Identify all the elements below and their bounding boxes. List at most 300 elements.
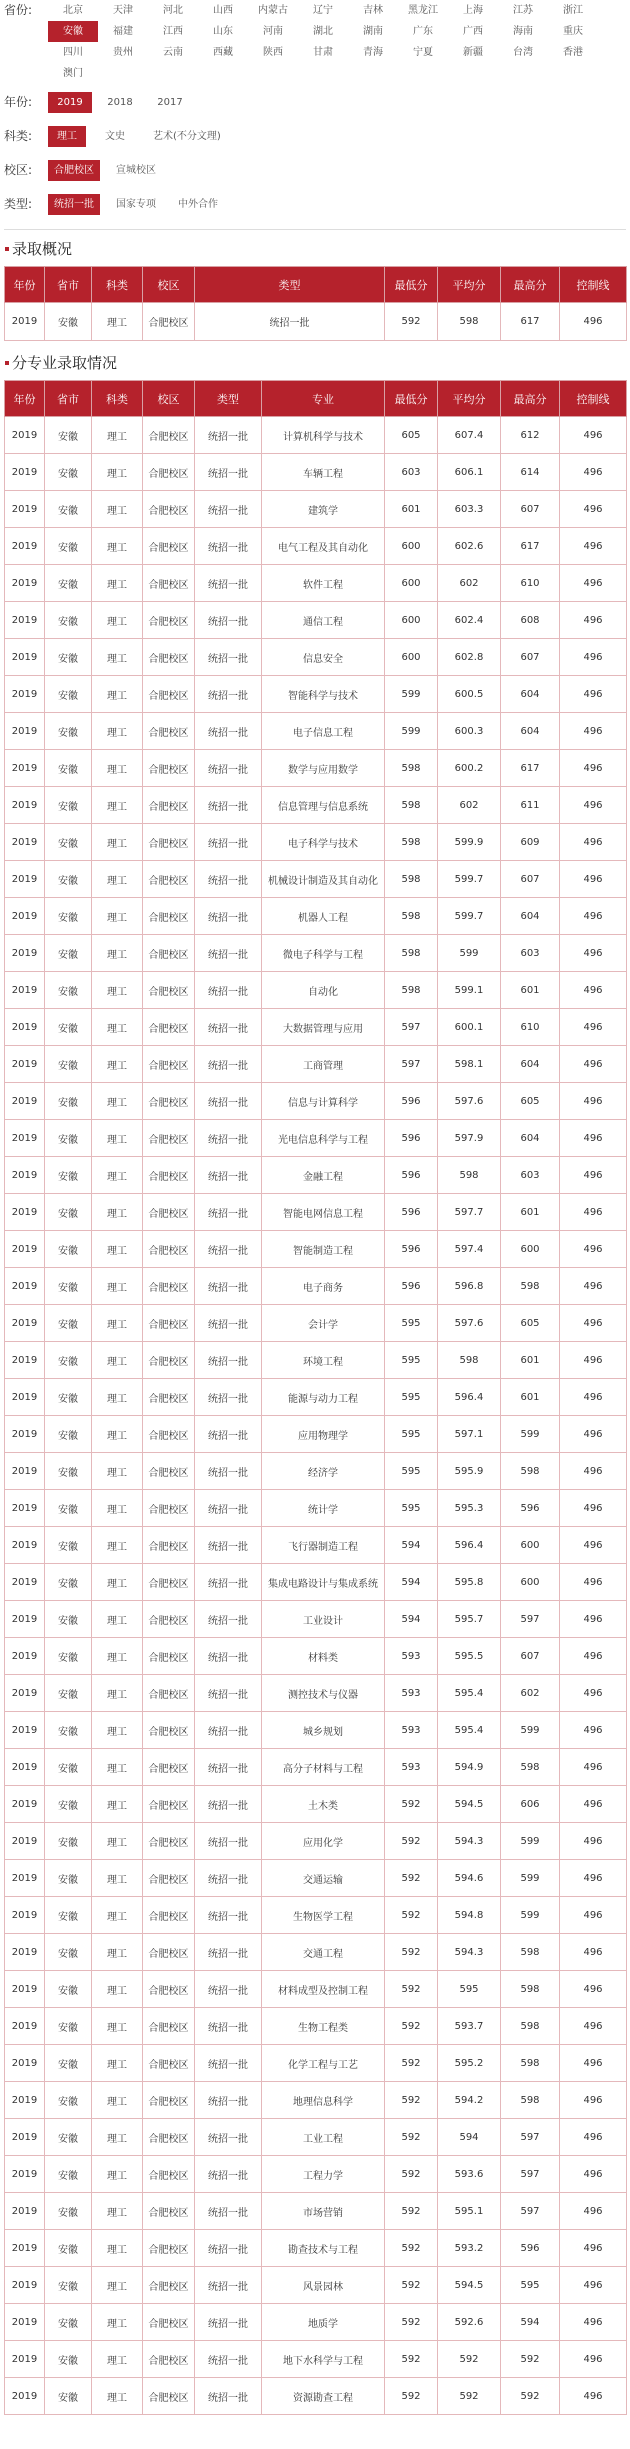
table-cell: 理工 [92, 417, 143, 454]
table-cell: 598 [385, 824, 438, 861]
table-cell: 理工 [92, 1675, 143, 1712]
province-option[interactable]: 湖北 [313, 26, 333, 37]
table-cell: 统招一批 [195, 2193, 262, 2230]
table-row [5, 713, 627, 750]
table-cell: 合肥校区 [143, 2304, 195, 2341]
table-cell: 599 [385, 713, 438, 750]
province-option[interactable]: 浙江 [563, 5, 583, 16]
table-cell: 会计学 [262, 1305, 385, 1342]
table-cell: 理工 [92, 454, 143, 491]
table-cell: 597 [501, 2193, 560, 2230]
table-cell: 596.8 [438, 1268, 501, 1305]
table-cell: 617 [501, 528, 560, 565]
table-cell: 496 [560, 1712, 627, 1749]
table-cell: 交通运输 [262, 1860, 385, 1897]
table-cell: 理工 [92, 1897, 143, 1934]
table-cell: 593.2 [438, 2230, 501, 2267]
table-row [5, 1490, 627, 1527]
column-header: 科类 [92, 267, 143, 303]
province-option[interactable]: 云南 [163, 47, 183, 58]
column-header: 年份 [5, 267, 45, 303]
table-cell: 496 [560, 528, 627, 565]
table-cell: 材料成型及控制工程 [262, 1971, 385, 2008]
table-cell: 599 [501, 1416, 560, 1453]
campus-filter-row [4, 160, 626, 181]
column-header: 平均分 [438, 381, 501, 417]
table-cell: 安徽 [45, 787, 92, 824]
province-option[interactable]: 青海 [363, 47, 383, 58]
table-row [5, 2082, 627, 2119]
table-cell: 2019 [5, 1120, 45, 1157]
province-option[interactable]: 广西 [463, 26, 483, 37]
table-cell: 理工 [92, 1601, 143, 1638]
province-option[interactable]: 台湾 [513, 47, 533, 58]
table-cell: 安徽 [45, 1379, 92, 1416]
table-cell: 592 [385, 2304, 438, 2341]
province-option[interactable]: 四川 [63, 47, 83, 58]
province-option[interactable]: 辽宁 [313, 5, 333, 16]
table-cell: 电子商务 [262, 1268, 385, 1305]
table-cell: 生物医学工程 [262, 1897, 385, 1934]
campus-option[interactable]: 宣城校区 [116, 165, 156, 176]
table-cell: 理工 [92, 1342, 143, 1379]
table-cell: 智能电网信息工程 [262, 1194, 385, 1231]
province-option[interactable]: 河北 [163, 5, 183, 16]
table-cell: 605 [501, 1305, 560, 1342]
table-cell: 496 [560, 676, 627, 713]
table-cell: 合肥校区 [143, 491, 195, 528]
province-option[interactable]: 北京 [63, 5, 83, 16]
table-row [5, 1379, 627, 1416]
table-cell: 统招一批 [195, 824, 262, 861]
table-cell: 611 [501, 787, 560, 824]
table-cell: 风景园林 [262, 2267, 385, 2304]
table-cell: 592 [385, 2341, 438, 2378]
table-cell: 统招一批 [195, 2119, 262, 2156]
campus-filter-label: 校区: [4, 163, 33, 177]
table-cell: 合肥校区 [143, 1194, 195, 1231]
province-option[interactable]: 广东 [413, 26, 433, 37]
column-header: 最高分 [501, 267, 560, 303]
table-cell: 599 [501, 1897, 560, 1934]
table-cell: 496 [560, 1601, 627, 1638]
table-cell: 595.7 [438, 1601, 501, 1638]
table-cell: 496 [560, 1749, 627, 1786]
table-cell: 2019 [5, 898, 45, 935]
table-cell: 598 [385, 898, 438, 935]
table-cell: 安徽 [45, 2378, 92, 2415]
table-cell: 599 [501, 1712, 560, 1749]
table-cell: 统招一批 [195, 2008, 262, 2045]
table-row [5, 1601, 627, 1638]
province-option[interactable]: 澳门 [63, 68, 83, 79]
table-cell: 安徽 [45, 1564, 92, 1601]
column-header: 省市 [45, 267, 92, 303]
table-cell: 594 [385, 1601, 438, 1638]
overview-table [4, 266, 627, 341]
table-cell: 2019 [5, 1305, 45, 1342]
table-row [5, 935, 627, 972]
table-row [5, 787, 627, 824]
table-cell: 598 [501, 2082, 560, 2119]
table-cell: 2019 [5, 861, 45, 898]
table-cell: 604 [501, 1120, 560, 1157]
table-cell: 598 [385, 861, 438, 898]
table-cell: 勘查技术与工程 [262, 2230, 385, 2267]
table-cell: 595.1 [438, 2193, 501, 2230]
province-option[interactable]: 黑龙江 [408, 5, 438, 16]
table-row [5, 1897, 627, 1934]
table-row [5, 750, 627, 787]
subject-option[interactable]: 文史 [105, 131, 125, 142]
table-cell: 598 [438, 303, 501, 341]
table-row [5, 1120, 627, 1157]
table-cell: 合肥校区 [143, 1823, 195, 1860]
table-cell: 安徽 [45, 750, 92, 787]
table-cell: 2019 [5, 1157, 45, 1194]
table-cell: 592 [501, 2378, 560, 2415]
table-cell: 2019 [5, 303, 45, 341]
table-cell: 594.6 [438, 1860, 501, 1897]
table-cell: 合肥校区 [143, 1268, 195, 1305]
table-cell: 600 [501, 1527, 560, 1564]
table-cell: 安徽 [45, 2341, 92, 2378]
table-cell: 理工 [92, 2156, 143, 2193]
table-cell: 595 [385, 1490, 438, 1527]
table-cell: 496 [560, 2267, 627, 2304]
batch-option[interactable]: 中外合作 [178, 199, 218, 210]
table-cell: 理工 [92, 2193, 143, 2230]
table-cell: 电气工程及其自动化 [262, 528, 385, 565]
table-cell: 595 [385, 1379, 438, 1416]
table-cell: 597 [501, 2156, 560, 2193]
table-cell: 594.5 [438, 1786, 501, 1823]
table-cell: 2019 [5, 1712, 45, 1749]
table-cell: 安徽 [45, 1897, 92, 1934]
table-cell: 理工 [92, 2082, 143, 2119]
table-cell: 地理信息科学 [262, 2082, 385, 2119]
table-cell: 592 [385, 303, 438, 341]
year-option[interactable]: 2019 [48, 92, 92, 113]
table-row [5, 1305, 627, 1342]
year-option[interactable]: 2017 [157, 97, 183, 108]
table-cell: 统招一批 [195, 1453, 262, 1490]
table-row [5, 2267, 627, 2304]
table-cell: 理工 [92, 1786, 143, 1823]
province-option[interactable]: 山西 [213, 5, 233, 16]
table-cell: 496 [560, 2082, 627, 2119]
table-row [5, 1860, 627, 1897]
province-option[interactable]: 江西 [163, 26, 183, 37]
province-option[interactable]: 海南 [513, 26, 533, 37]
table-cell: 能源与动力工程 [262, 1379, 385, 1416]
table-cell: 安徽 [45, 1934, 92, 1971]
table-cell: 理工 [92, 2230, 143, 2267]
table-row [5, 2341, 627, 2378]
table-cell: 2019 [5, 1823, 45, 1860]
table-cell: 594.2 [438, 2082, 501, 2119]
batch-option[interactable]: 统招一批 [48, 194, 100, 215]
table-cell: 合肥校区 [143, 1860, 195, 1897]
table-row [5, 898, 627, 935]
province-option[interactable]: 西藏 [213, 47, 233, 58]
table-cell: 496 [560, 824, 627, 861]
table-cell: 600 [385, 565, 438, 602]
table-cell: 2019 [5, 1194, 45, 1231]
province-option[interactable]: 吉林 [363, 5, 383, 16]
table-cell: 614 [501, 454, 560, 491]
table-row [5, 2008, 627, 2045]
table-cell: 592 [385, 1971, 438, 2008]
province-option[interactable]: 上海 [463, 5, 483, 16]
table-row [5, 1009, 627, 1046]
table-cell: 合肥校区 [143, 2082, 195, 2119]
table-cell: 合肥校区 [143, 1083, 195, 1120]
table-cell: 理工 [92, 1379, 143, 1416]
table-cell: 604 [501, 676, 560, 713]
table-cell: 统招一批 [195, 2304, 262, 2341]
table-cell: 理工 [92, 1453, 143, 1490]
table-cell: 统招一批 [195, 1305, 262, 1342]
table-row [5, 2378, 627, 2415]
table-cell: 统招一批 [195, 1157, 262, 1194]
table-cell: 安徽 [45, 861, 92, 898]
batch-option[interactable]: 国家专项 [116, 199, 156, 210]
table-cell: 统招一批 [195, 1638, 262, 1675]
table-cell: 合肥校区 [143, 898, 195, 935]
province-option[interactable]: 湖南 [363, 26, 383, 37]
table-cell: 理工 [92, 1934, 143, 1971]
table-cell: 工程力学 [262, 2156, 385, 2193]
table-cell: 2019 [5, 1009, 45, 1046]
table-cell: 统招一批 [195, 787, 262, 824]
table-cell: 600.2 [438, 750, 501, 787]
table-cell: 安徽 [45, 713, 92, 750]
table-cell: 600 [385, 528, 438, 565]
province-option[interactable]: 福建 [113, 26, 133, 37]
table-cell: 607 [501, 1638, 560, 1675]
table-cell: 安徽 [45, 1305, 92, 1342]
table-cell: 602 [501, 1675, 560, 1712]
table-cell: 496 [560, 565, 627, 602]
table-cell: 597 [501, 1601, 560, 1638]
province-option[interactable]: 河南 [263, 26, 283, 37]
province-option[interactable]: 新疆 [463, 47, 483, 58]
table-cell: 理工 [92, 2045, 143, 2082]
table-cell: 2019 [5, 972, 45, 1009]
province-option[interactable]: 内蒙古 [258, 5, 288, 16]
table-cell: 595 [438, 1971, 501, 2008]
table-cell: 599 [501, 1823, 560, 1860]
table-row [5, 676, 627, 713]
table-cell: 496 [560, 1897, 627, 1934]
table-cell: 合肥校区 [143, 454, 195, 491]
table-cell: 信息管理与信息系统 [262, 787, 385, 824]
table-cell: 合肥校区 [143, 1675, 195, 1712]
table-cell: 合肥校区 [143, 528, 195, 565]
table-cell: 595 [385, 1342, 438, 1379]
province-option[interactable]: 山东 [213, 26, 233, 37]
column-header: 科类 [92, 381, 143, 417]
table-cell: 604 [501, 898, 560, 935]
table-cell: 592.6 [438, 2304, 501, 2341]
table-cell: 合肥校区 [143, 2378, 195, 2415]
table-cell: 理工 [92, 565, 143, 602]
table-cell: 安徽 [45, 1490, 92, 1527]
table-cell: 地质学 [262, 2304, 385, 2341]
table-cell: 理工 [92, 1749, 143, 1786]
table-cell: 大数据管理与应用 [262, 1009, 385, 1046]
table-cell: 合肥校区 [143, 1453, 195, 1490]
table-cell: 592 [385, 2230, 438, 2267]
table-cell: 安徽 [45, 1231, 92, 1268]
table-row [5, 1194, 627, 1231]
table-cell: 593.7 [438, 2008, 501, 2045]
table-cell: 合肥校区 [143, 1305, 195, 1342]
table-row [5, 1934, 627, 1971]
table-cell: 2019 [5, 491, 45, 528]
table-cell: 496 [560, 1194, 627, 1231]
table-cell: 理工 [92, 528, 143, 565]
table-cell: 496 [560, 2378, 627, 2415]
table-cell: 统招一批 [195, 1897, 262, 1934]
province-option[interactable]: 甘肃 [313, 47, 333, 58]
province-option[interactable]: 重庆 [563, 26, 583, 37]
table-cell: 2019 [5, 1638, 45, 1675]
table-cell: 机械设计制造及其自动化 [262, 861, 385, 898]
table-cell: 统招一批 [195, 1712, 262, 1749]
table-cell: 应用化学 [262, 1823, 385, 1860]
table-cell: 统招一批 [195, 1971, 262, 2008]
province-option[interactable]: 天津 [113, 5, 133, 16]
table-cell: 2019 [5, 602, 45, 639]
table-cell: 交通工程 [262, 1934, 385, 1971]
table-cell: 598 [501, 1934, 560, 1971]
table-cell: 理工 [92, 303, 143, 341]
province-option[interactable]: 安徽 [48, 21, 98, 42]
table-cell: 统招一批 [195, 2378, 262, 2415]
table-cell: 统招一批 [195, 1046, 262, 1083]
table-cell: 安徽 [45, 639, 92, 676]
table-cell: 合肥校区 [143, 565, 195, 602]
table-cell: 594.3 [438, 1823, 501, 1860]
table-cell: 理工 [92, 2267, 143, 2304]
table-row [5, 565, 627, 602]
province-option[interactable]: 宁夏 [413, 47, 433, 58]
table-cell: 604 [501, 713, 560, 750]
table-row [5, 1268, 627, 1305]
table-cell: 合肥校区 [143, 750, 195, 787]
table-cell: 598 [501, 1971, 560, 2008]
table-cell: 统招一批 [195, 1416, 262, 1453]
table-row [5, 602, 627, 639]
campus-options [48, 160, 608, 181]
table-cell: 统招一批 [195, 417, 262, 454]
table-cell: 理工 [92, 861, 143, 898]
table-row [5, 1749, 627, 1786]
column-header: 控制线 [560, 381, 627, 417]
table-cell: 599.9 [438, 824, 501, 861]
table-cell: 统招一批 [195, 1083, 262, 1120]
table-cell: 608 [501, 602, 560, 639]
table-cell: 微电子科学与工程 [262, 935, 385, 972]
table-cell: 理工 [92, 1046, 143, 1083]
table-cell: 2019 [5, 1786, 45, 1823]
table-row [5, 1638, 627, 1675]
table-cell: 496 [560, 1046, 627, 1083]
table-cell: 600 [385, 602, 438, 639]
table-cell: 安徽 [45, 491, 92, 528]
table-cell: 安徽 [45, 1749, 92, 1786]
table-cell: 496 [560, 2193, 627, 2230]
table-cell: 598 [438, 1342, 501, 1379]
table-cell: 596 [385, 1083, 438, 1120]
table-cell: 607 [501, 639, 560, 676]
table-row [5, 1564, 627, 1601]
province-option[interactable]: 陕西 [263, 47, 283, 58]
province-option[interactable]: 香港 [563, 47, 583, 58]
table-cell: 安徽 [45, 565, 92, 602]
table-cell: 合肥校区 [143, 303, 195, 341]
table-row [5, 2304, 627, 2341]
table-cell: 合肥校区 [143, 676, 195, 713]
table-cell: 工业设计 [262, 1601, 385, 1638]
table-cell: 607 [501, 861, 560, 898]
table-cell: 安徽 [45, 1342, 92, 1379]
table-cell: 测控技术与仪器 [262, 1675, 385, 1712]
table-cell: 496 [560, 2119, 627, 2156]
table-row [5, 1416, 627, 1453]
subject-option[interactable]: 理工 [48, 126, 86, 147]
table-cell: 596.4 [438, 1379, 501, 1416]
table-cell: 应用物理学 [262, 1416, 385, 1453]
table-cell: 592 [385, 2193, 438, 2230]
table-cell: 601 [501, 1194, 560, 1231]
table-cell: 统招一批 [195, 2230, 262, 2267]
table-row [5, 417, 627, 454]
subject-option[interactable]: 艺术(不分文理) [153, 131, 221, 142]
bullet-icon [5, 361, 9, 365]
table-cell: 理工 [92, 676, 143, 713]
province-option[interactable]: 江苏 [513, 5, 533, 16]
table-cell: 609 [501, 824, 560, 861]
table-cell: 496 [560, 1638, 627, 1675]
table-cell: 统招一批 [195, 713, 262, 750]
table-cell: 594 [385, 1564, 438, 1601]
table-cell: 合肥校区 [143, 1712, 195, 1749]
table-cell: 598 [501, 1268, 560, 1305]
table-cell: 智能制造工程 [262, 1231, 385, 1268]
table-cell: 安徽 [45, 1971, 92, 2008]
table-cell: 595.2 [438, 2045, 501, 2082]
table-cell: 496 [560, 750, 627, 787]
table-cell: 统招一批 [195, 1527, 262, 1564]
campus-option[interactable]: 合肥校区 [48, 160, 100, 181]
table-cell: 安徽 [45, 1194, 92, 1231]
year-option[interactable]: 2018 [107, 97, 133, 108]
table-cell: 理工 [92, 1120, 143, 1157]
table-cell: 化学工程与工艺 [262, 2045, 385, 2082]
table-cell: 理工 [92, 2341, 143, 2378]
table-cell: 合肥校区 [143, 1157, 195, 1194]
table-cell: 600 [501, 1231, 560, 1268]
table-cell: 高分子材料与工程 [262, 1749, 385, 1786]
province-option[interactable]: 贵州 [113, 47, 133, 58]
table-cell: 合肥校区 [143, 1638, 195, 1675]
table-cell: 603 [501, 935, 560, 972]
table-cell: 2019 [5, 787, 45, 824]
table-cell: 596 [385, 1268, 438, 1305]
